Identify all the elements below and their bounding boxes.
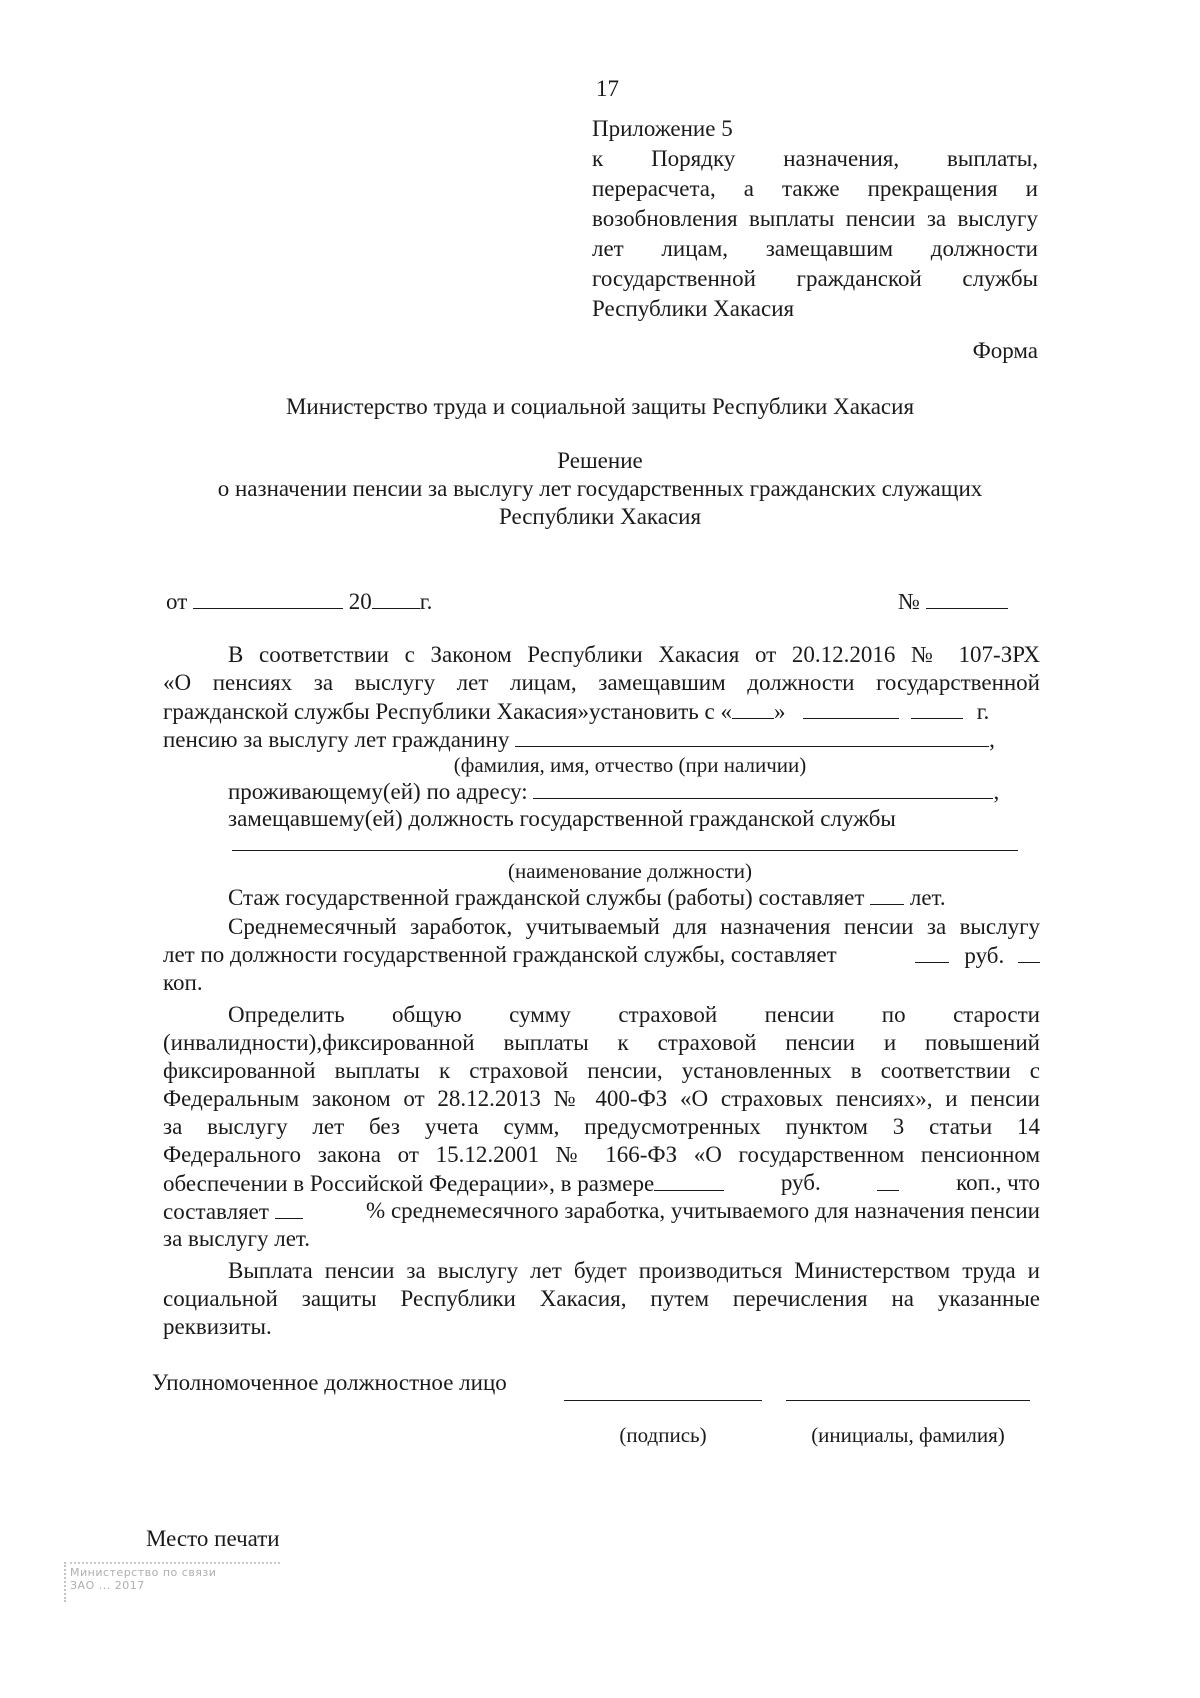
seal-place-label: Место печати <box>146 1526 280 1551</box>
appendix-title: Приложение 5 <box>592 116 733 141</box>
stamp-line: Министерство по связи <box>70 1566 217 1579</box>
from-label: от <box>166 589 188 614</box>
number-label: № <box>898 589 920 614</box>
official-label: Уполномоченное должностное лицо <box>152 1370 507 1395</box>
caption-position: (наименование должности) <box>507 859 753 883</box>
position-line: замещавшему(ей) должность государственной гражданской службы <box>228 806 896 831</box>
p3-line: Федеральным законом от 28.12.2013 № 400-ФЗ «О страховых пенсиях», и пенсии <box>163 1086 1040 1111</box>
start-year-field[interactable] <box>911 696 963 719</box>
p1-line: «О пенсиях за выслугу лет лицам, замещавшим должности государственной <box>163 670 1040 695</box>
tenure-line: Стаж государственной гражданской службы (работы) составляет лет. <box>228 882 946 913</box>
appendix-line: возобновления выплаты пенсии за выслугу <box>592 206 1038 231</box>
appendix-line: перерасчета, а также прекращения и <box>592 176 1038 201</box>
caption-fio: (фамилия, имя, отчество (при наличии) <box>453 753 807 777</box>
appendix-line: Республики Хакасия <box>592 296 795 321</box>
name-field[interactable] <box>786 1378 1030 1401</box>
signature-field[interactable] <box>564 1378 762 1401</box>
stamp-line: ЗАО ... 2017 <box>70 1579 145 1592</box>
p3-line: Федерального закона от 15.12.2001 № 166-ФЗ «О государственном пенсионном <box>163 1142 1040 1167</box>
address-field[interactable] <box>533 776 993 799</box>
p1-line-citizen: пенсию за выслугу лет гражданину , <box>163 724 995 755</box>
decision-subtitle-2: Республики Хакасия <box>498 504 702 529</box>
p4-line: Выплата пенсии за выслугу лет будет производиться Министерством труда и <box>228 1258 1040 1283</box>
start-day-field[interactable] <box>732 696 774 719</box>
appendix-line: государственной гражданской службы <box>592 266 1038 291</box>
p3-line: Определить общую сумму страховой пенсии по старости <box>228 1002 1040 1027</box>
tenure-field[interactable] <box>870 882 904 905</box>
number-field[interactable] <box>926 586 1008 609</box>
earnings-line-3: коп. <box>163 970 203 995</box>
form-label: Форма <box>972 338 1038 363</box>
position-field[interactable] <box>232 830 1018 851</box>
p3-line-percent: составляет % среднемесячного заработка, учитываемого для назначения пенсии <box>163 1198 1040 1224</box>
year-field[interactable] <box>372 586 420 609</box>
date-field[interactable] <box>193 586 343 609</box>
earnings-line-2: лет по должности государственной гражданской службы, составляет руб. <box>163 940 1040 971</box>
p1-line-date: гражданской службы Республики Хакасия»установить с « » г. <box>163 696 1040 727</box>
pension-rub-field[interactable] <box>654 1168 724 1191</box>
ministry-name: Министерство труда и социальной защиты Республики Хакасия <box>285 394 915 419</box>
p4-line: социальной защиты Республики Хакасия, путем перечисления на указанные <box>163 1286 1040 1311</box>
pension-kop-field[interactable] <box>877 1168 899 1191</box>
p3-line-amount: обеспечении в Российской Федерации», в размере руб. коп., что <box>163 1170 1040 1196</box>
decision-subtitle: о назначении пенсии за выслугу лет государственных гражданских служащих <box>217 476 983 501</box>
p3-line-last: за выслугу лет. <box>163 1226 310 1251</box>
caption-name: (инициалы, фамилия) <box>811 1423 1005 1447</box>
year-suffix: г. <box>419 589 433 614</box>
start-month-field[interactable] <box>803 696 899 719</box>
year-prefix: 20 <box>348 589 372 614</box>
citizen-name-field[interactable] <box>515 724 989 747</box>
caption-signature: (подпись) <box>619 1423 707 1447</box>
appendix-line: лет лицам, замещавшим должности <box>592 236 1038 261</box>
earnings-rub-field[interactable] <box>915 940 949 963</box>
number-line <box>898 586 1008 617</box>
p3-line: (инвалидности),фиксированной выплаты к страховой пенсии и повышений <box>163 1030 1040 1055</box>
decision-title: Решение <box>557 448 643 473</box>
earnings-kop-field[interactable] <box>1018 940 1040 963</box>
p3-line: за выслугу лет без учета сумм, предусмотренных пунктом 3 статьи 14 <box>163 1114 1040 1139</box>
page-number: 17 <box>596 76 619 101</box>
p1-line: В соответствии с Законом Республики Хакасия от 20.12.2016 № 107-ЗРХ <box>228 642 1040 667</box>
earnings-line: Среднемесячный заработок, учитываемый для назначения пенсии за выслугу <box>228 914 1040 939</box>
appendix-block <box>592 114 1038 324</box>
residing-line: проживающему(ей) по адресу: , <box>228 776 999 807</box>
p4-line-last: реквизиты. <box>163 1314 272 1339</box>
p3-line: фиксированной выплаты к страховой пенсии, установленных в соответствии с <box>163 1058 1040 1083</box>
percent-field[interactable] <box>275 1196 303 1219</box>
faded-stamp <box>64 1562 290 1602</box>
appendix-line: к Порядку назначения, выплаты, <box>592 146 1038 171</box>
